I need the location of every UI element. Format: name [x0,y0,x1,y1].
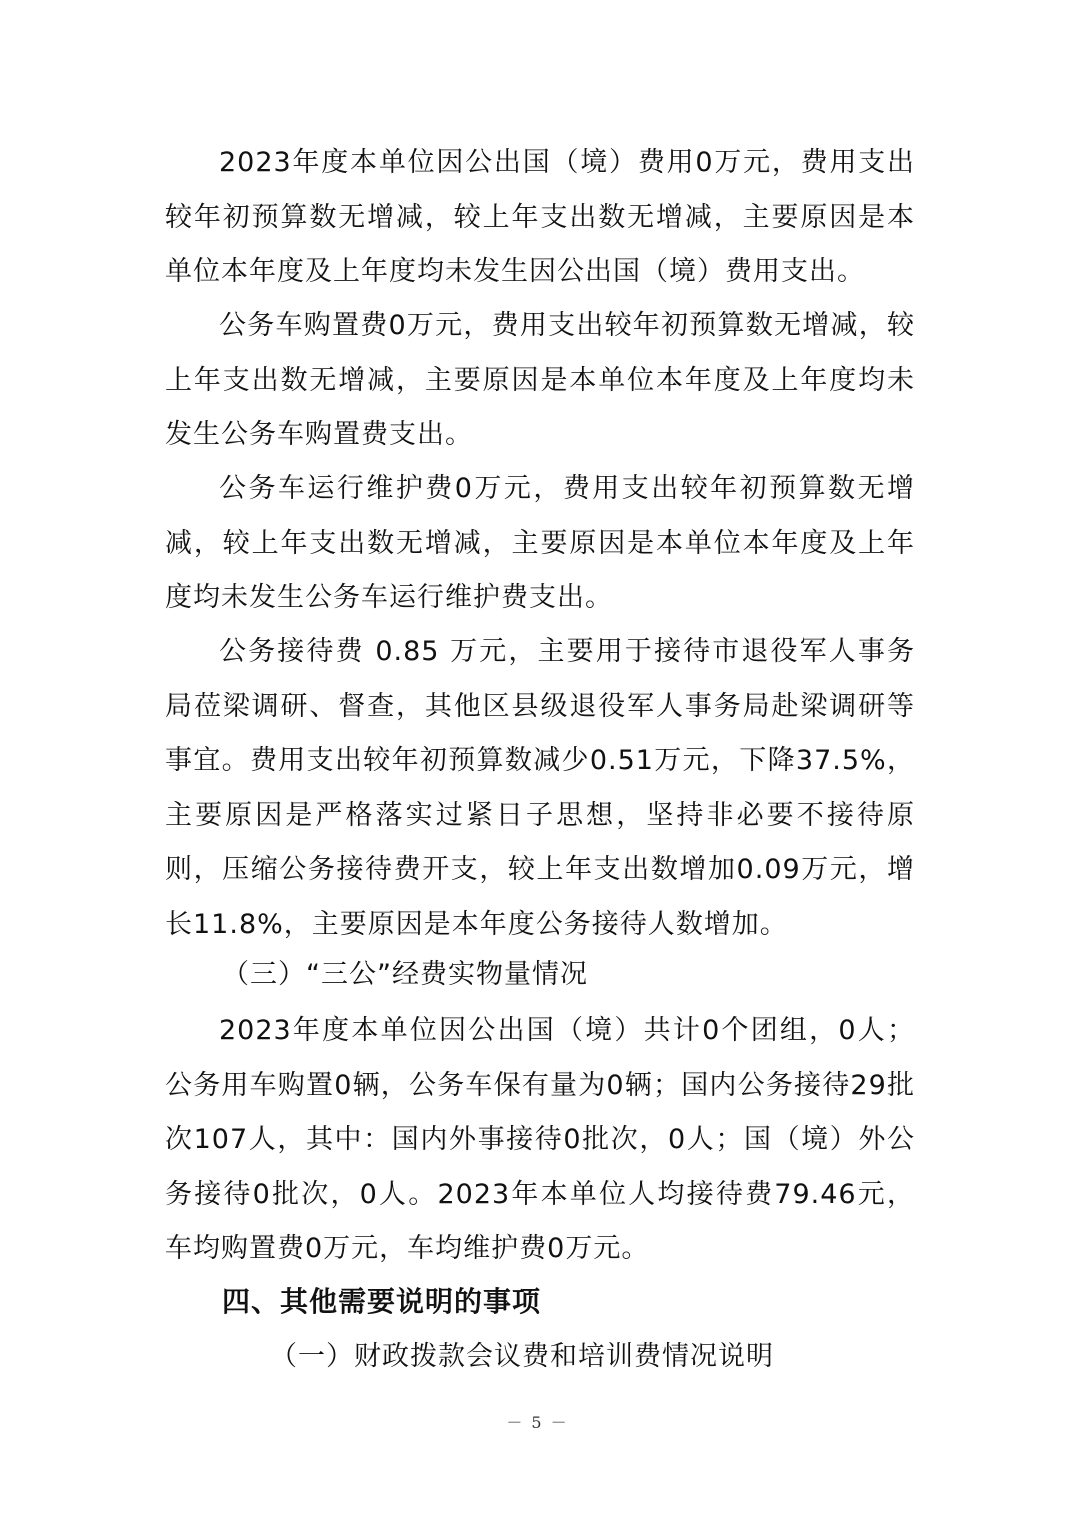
paragraph-reception-expense: 公务接待费 0.85 万元，主要用于接待市退役军人事务局莅梁调研、督查，其他区县级退役军人事务局赴梁调研等事宜。费用支出较年初预算数减少0.51万元，下降37.5%，主要原因是严格落实过紧日子思想，坚持非必要不接待原则，压缩公务接待费开支，较上年支出数增加0.09万元，增长11.8%，主要原因是本年度公务接待人数增加。 [165,636,915,940]
paragraph-overseas-travel: 2023年度本单位因公出国（境）费用0万元，费用支出较年初预算数无增减，较上年支出数无增减，主要原因是本单位本年度及上年度均未发生因公出国（境）费用支出。 [165,147,915,287]
subheading-meeting-training-fees: （一）财政拨款会议费和培训费情况说明 [270,1341,774,1372]
paragraph-vehicle-purchase: 公务车购置费0万元，费用支出较年初预算数无增减，较上年支出数无增减，主要原因是本单位本年度及上年度均未发生公务车购置费支出。 [165,310,915,450]
paragraph-vehicle-maintenance: 公务车运行维护费0万元，费用支出较年初预算数无增减，较上年支出数无增减，主要原因是本单位本年度及上年度均未发生公务车运行维护费支出。 [165,473,915,613]
subheading-physical-quantity: （三）“三公”经费实物量情况 [222,959,588,990]
section-heading-other-matters: 四、其他需要说明的事项 [222,1285,542,1318]
paragraph-physical-quantity: 2023年度本单位因公出国（境）共计0个团组，0人；公务用车购置0辆，公务车保有量为0辆；国内公务接待29批次107人，其中：国内外事接待0批次，0人；国（境）外公务接待0批次，0人。2023年本单位人均接待费79.46元，车均购置费0万元，车均维护费0万元。 [165,1015,915,1264]
page-number: － 5 － [506,1413,569,1432]
